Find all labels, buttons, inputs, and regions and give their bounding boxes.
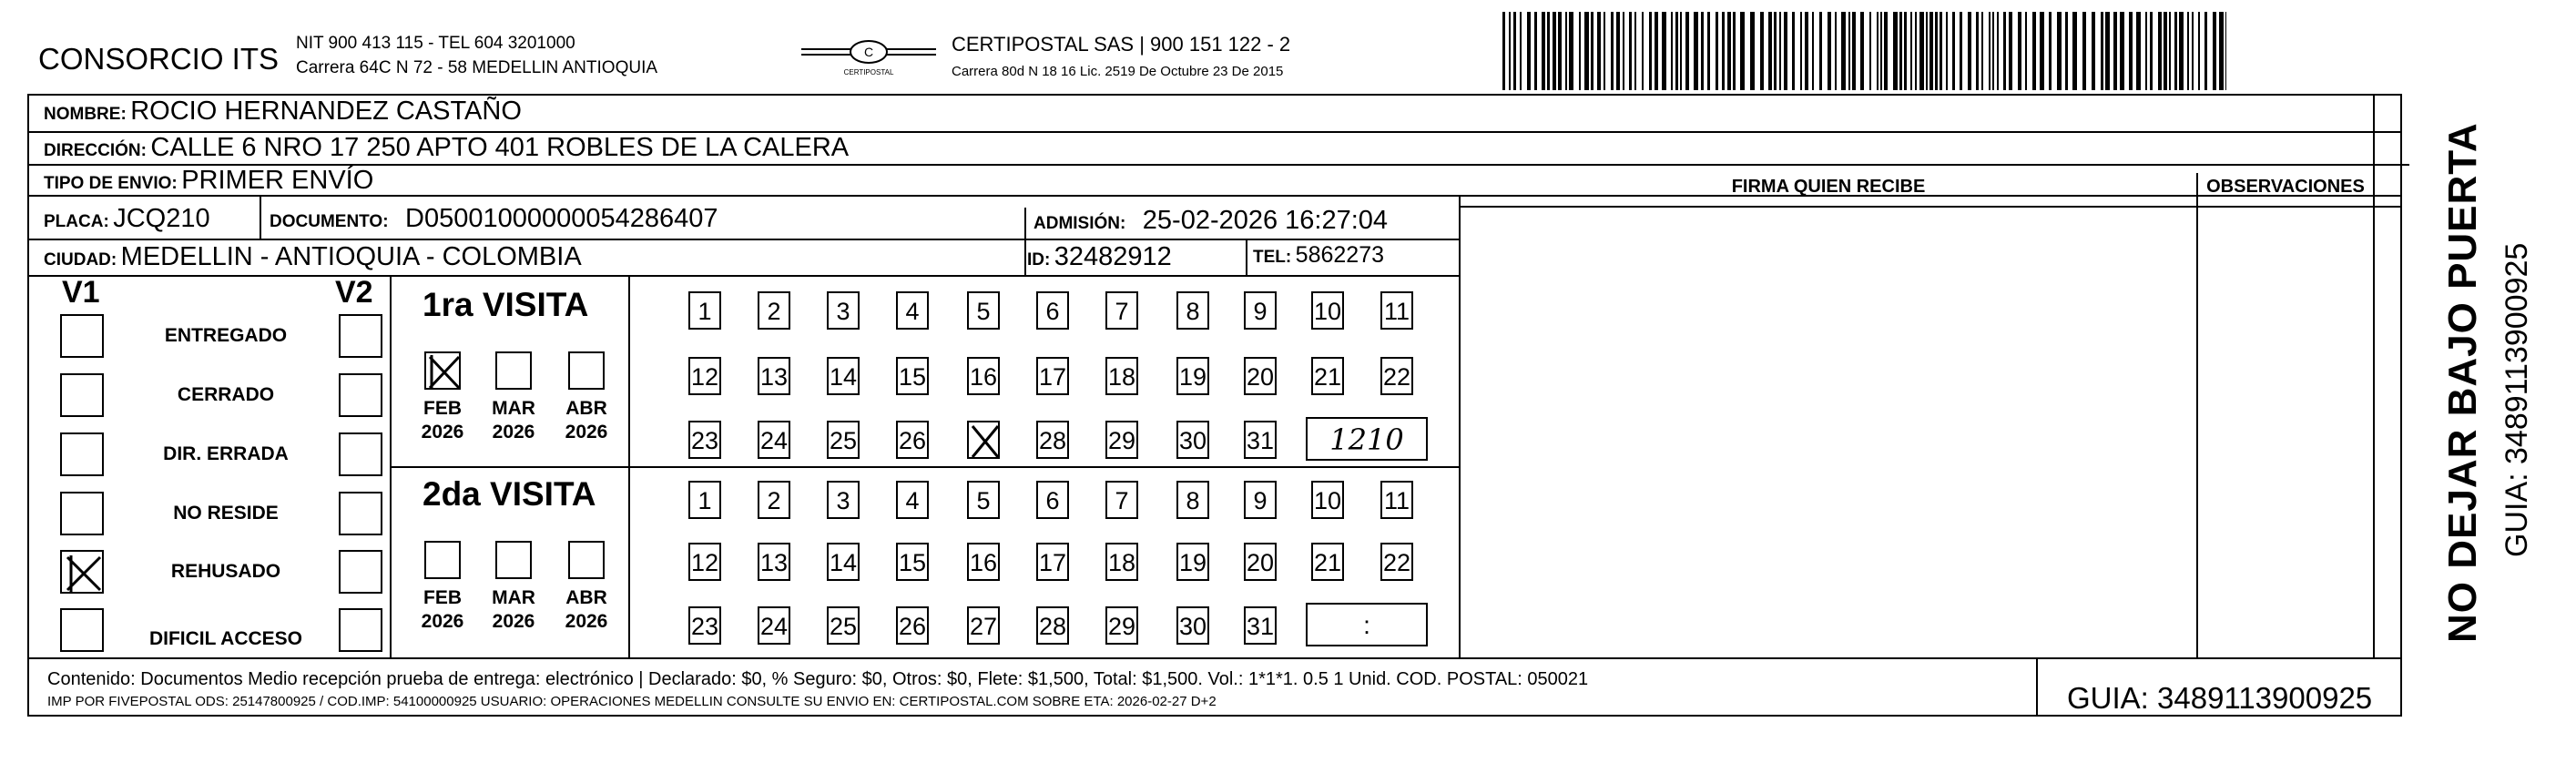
visit2-day-16: 16 (967, 543, 1000, 581)
visit1-day-4: 4 (896, 291, 929, 330)
visit1-day-15: 15 (896, 357, 929, 395)
divider (260, 195, 261, 239)
visit1-day-10: 10 (1311, 291, 1344, 330)
documento-field (270, 204, 718, 234)
divider (27, 657, 2402, 659)
visit1-month-name: FEB (423, 398, 462, 419)
visit1-month-box-abr (568, 351, 605, 390)
visit1-month-name: MAR (492, 398, 535, 419)
visit2-month-name: MAR (492, 587, 535, 608)
visit2-day-24: 24 (758, 606, 790, 645)
ciudad-label: CIUDAD: (44, 250, 117, 270)
visit1-day-29: 29 (1105, 421, 1138, 459)
divider (1246, 239, 1247, 275)
visit2-day-14: 14 (827, 543, 860, 581)
tipo-value: PRIMER ENVÍO (181, 166, 374, 195)
visit2-day-19: 19 (1176, 543, 1209, 581)
visit2-day-29: 29 (1105, 606, 1138, 645)
visit1-day-14: 14 (827, 357, 860, 395)
contents-line: Contenido: Documentos Medio recepción prueba de entrega: electrónico | Declarado: $0, % Seguro: $0, Otros: $0, Flete: $1,500, Total: $1,500. Vol.: 1*1*1. 0.5 1 Unid. COD. POSTAL: 050021 (47, 669, 1589, 689)
visit2-day-6: 6 (1036, 481, 1069, 519)
visit2-day-31: 31 (1244, 606, 1277, 645)
visit2-day-28: 28 (1036, 606, 1069, 645)
v1-checkbox-cerrado (60, 373, 104, 417)
print-info-line: IMP POR FIVEPOSTAL ODS: 25147800925 / COD.IMP: 54100000925 USUARIO: OPERACIONES MEDELLIN CONSULTE SU ENVIO EN: CERTIPOSTAL.COM SOBRE ETA: 2026-02-27 D+2 (47, 694, 1217, 709)
status-label-entregado: ENTREGADO (164, 325, 288, 346)
nombre-value: ROCIO HERNANDEZ CASTAÑO (130, 97, 522, 126)
v2-checkbox-cerrado (339, 373, 382, 417)
visit1-day-7: 7 (1105, 291, 1138, 330)
visit2-day-21: 21 (1311, 543, 1344, 581)
visit2-month-name: ABR (565, 587, 607, 608)
divider (628, 275, 630, 657)
svg-text:CERTIPOSTAL: CERTIPOSTAL (843, 68, 894, 76)
visit1-day-20: 20 (1244, 357, 1277, 395)
direccion-label: DIRECCIÓN: (44, 141, 147, 160)
divider (2373, 164, 2409, 166)
visit2-month-label-mar (488, 586, 539, 634)
v2-checkbox-rehusado (339, 550, 382, 594)
visit2-day-20: 20 (1244, 543, 1277, 581)
tipo-row (44, 166, 373, 196)
status-label-dir-errada: DIR. ERRADA (163, 443, 289, 464)
barcode (1502, 12, 2226, 90)
divider (27, 239, 1459, 240)
visit1-day-30: 30 (1176, 421, 1209, 459)
company-address: Carrera 64C N 72 - 58 MEDELLIN ANTIOQUIA (296, 58, 658, 77)
visit1-title: 1ra VISITA (423, 286, 589, 323)
status-label-dificil-acceso: DIFICIL ACCESO (148, 628, 302, 649)
visit2-day-12: 12 (688, 543, 721, 581)
visit1-day-23: 23 (688, 421, 721, 459)
placa-label: PLACA: (44, 212, 109, 231)
status-label-rehusado: REHUSADO (170, 561, 281, 582)
visit2-hour-box: : (1306, 603, 1428, 646)
no-dejar-bajo-puerta: NO DEJAR BAJO PUERTA (2440, 122, 2485, 643)
divider (2036, 657, 2038, 717)
visit2-day-15: 15 (896, 543, 929, 581)
visit2-day-7: 7 (1105, 481, 1138, 519)
visit1-day-31: 31 (1244, 421, 1277, 459)
visit1-day-24: 24 (758, 421, 790, 459)
visit2-day-2: 2 (758, 481, 790, 519)
divider (390, 466, 1459, 468)
visit1-hour-box: 1210 (1306, 417, 1428, 461)
guia-number: GUIA: 3489113900925 (2067, 681, 2373, 715)
visit1-day-8: 8 (1176, 291, 1209, 330)
visit2-day-30: 30 (1176, 606, 1209, 645)
tel-label: TEL: (1253, 248, 1292, 267)
svg-text:C: C (863, 45, 874, 59)
visit1-month-label-abr (561, 397, 612, 444)
visit2-day-1: 1 (688, 481, 721, 519)
visit1-month-box-feb (424, 351, 461, 390)
visit1-day-22: 22 (1380, 357, 1413, 395)
visit1-day-21: 21 (1311, 357, 1344, 395)
divider (1459, 206, 2400, 208)
visit1-day-11: 11 (1380, 291, 1413, 330)
courier-address: Carrera 80d N 18 16 Lic. 2519 De Octubre 23 De 2015 (952, 64, 1284, 79)
visit2-day-5: 5 (967, 481, 1000, 519)
v1-checkbox-dir-errada (60, 432, 104, 476)
placa-value: JCQ210 (113, 204, 210, 233)
visit2-day-4: 4 (896, 481, 929, 519)
tipo-label: TIPO DE ENVIO: (44, 174, 178, 193)
visit1-day-12: 12 (688, 357, 721, 395)
visit1-month-name: ABR (565, 398, 607, 419)
visit2-day-11: 11 (1380, 481, 1413, 519)
visit1-day-2: 2 (758, 291, 790, 330)
tel-field (1253, 242, 1384, 269)
divider (27, 275, 1459, 277)
v1-checkbox-rehusado (60, 550, 104, 594)
v2-checkbox-dir-errada (339, 432, 382, 476)
ciudad-value: MEDELLIN - ANTIOQUIA - COLOMBIA (120, 242, 582, 271)
visit2-month-year: 2026 (492, 611, 535, 632)
documento-value: D05001000000054286407 (405, 204, 718, 233)
visit1-day-9: 9 (1244, 291, 1277, 330)
v1-header: V1 (62, 275, 100, 310)
visit2-month-year: 2026 (421, 611, 464, 632)
visit2-title: 2da VISITA (423, 475, 596, 513)
nit-line: NIT 900 413 115 - TEL 604 3201000 (296, 34, 575, 53)
divider (1459, 195, 1461, 657)
documento-label: DOCUMENTO: (270, 212, 389, 231)
visit2-day-8: 8 (1176, 481, 1209, 519)
visit1-month-year: 2026 (421, 422, 464, 443)
visit1-day-18: 18 (1105, 357, 1138, 395)
admision-field (1033, 206, 1388, 236)
direccion-value: CALLE 6 NRO 17 250 APTO 401 ROBLES DE LA CALERA (150, 133, 850, 162)
visit2-day-17: 17 (1036, 543, 1069, 581)
admision-label: ADMISIÓN: (1033, 214, 1126, 233)
visit1-day-17: 17 (1036, 357, 1069, 395)
visit1-day-19: 19 (1176, 357, 1209, 395)
visit2-month-label-feb (417, 586, 468, 634)
id-value: 32482912 (1054, 242, 1172, 271)
visit1-day-6: 6 (1036, 291, 1069, 330)
v1-checkbox-entregado (60, 314, 104, 358)
visit1-day-25: 25 (827, 421, 860, 459)
visit2-month-box-abr (568, 541, 605, 579)
visit1-month-box-mar (495, 351, 532, 390)
visit1-day-27 (967, 421, 1000, 459)
visit2-month-year: 2026 (565, 611, 608, 632)
v2-checkbox-entregado (339, 314, 382, 358)
v1-checkbox-no-reside (60, 492, 104, 535)
v1-checkbox-dificil-acceso (60, 608, 104, 652)
observaciones-header: OBSERVACIONES (2206, 177, 2365, 197)
side-guia-number: GUIA: 3489113900925 (2500, 242, 2534, 557)
visit2-day-25: 25 (827, 606, 860, 645)
divider (2196, 173, 2198, 657)
visit2-day-3: 3 (827, 481, 860, 519)
visit1-month-label-feb (417, 397, 468, 444)
visit1-day-1: 1 (688, 291, 721, 330)
courier-line: CERTIPOSTAL SAS | 900 151 122 - 2 (952, 33, 1291, 56)
visit1-month-label-mar (488, 397, 539, 444)
certipostal-logo (801, 36, 936, 78)
v2-checkbox-dificil-acceso (339, 608, 382, 652)
admision-value: 25-02-2026 16:27:04 (1142, 206, 1389, 235)
visit2-day-9: 9 (1244, 481, 1277, 519)
id-field (1027, 242, 1172, 272)
visit2-month-label-abr (561, 586, 612, 634)
visit2-month-box-feb (424, 541, 461, 579)
visit2-day-18: 18 (1105, 543, 1138, 581)
visit1-day-26: 26 (896, 421, 929, 459)
nombre-label: NOMBRE: (44, 105, 127, 124)
divider (2373, 94, 2375, 658)
direccion-row (44, 133, 849, 163)
divider (1024, 208, 1026, 275)
firma-header: FIRMA QUIEN RECIBE (1731, 177, 1926, 197)
tel-value: 5862273 (1295, 242, 1384, 268)
visit2-day-22: 22 (1380, 543, 1413, 581)
visit1-month-year: 2026 (565, 422, 608, 443)
visit2-day-13: 13 (758, 543, 790, 581)
visit2-day-23: 23 (688, 606, 721, 645)
visit2-month-box-mar (495, 541, 532, 579)
ciudad-field (44, 242, 582, 272)
divider (27, 164, 2402, 166)
visit1-day-16: 16 (967, 357, 1000, 395)
nombre-row (44, 97, 522, 127)
visit1-day-13: 13 (758, 357, 790, 395)
placa-field (44, 204, 210, 234)
company-name: CONSORCIO ITS (38, 42, 280, 76)
v2-header: V2 (335, 275, 373, 310)
visit2-day-10: 10 (1311, 481, 1344, 519)
company-info (296, 31, 657, 80)
visit2-day-26: 26 (896, 606, 929, 645)
visit1-day-3: 3 (827, 291, 860, 330)
visit2-day-27: 27 (967, 606, 1000, 645)
status-label-cerrado: CERRADO (177, 384, 275, 405)
visit2-month-name: FEB (423, 587, 462, 608)
status-label-no-reside: NO RESIDE (173, 503, 279, 524)
v2-checkbox-no-reside (339, 492, 382, 535)
visit1-day-5: 5 (967, 291, 1000, 330)
visit1-day-28: 28 (1036, 421, 1069, 459)
id-label: ID: (1027, 250, 1051, 270)
divider (390, 275, 392, 657)
visit1-month-year: 2026 (492, 422, 535, 443)
